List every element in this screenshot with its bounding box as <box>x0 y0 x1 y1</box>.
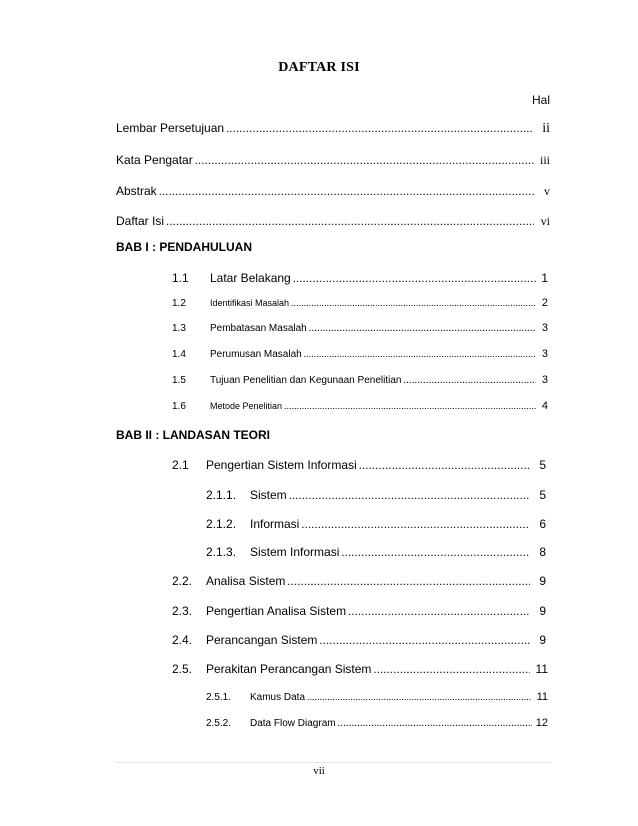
toc-label: Identifikasi Masalah <box>210 298 290 308</box>
toc-page: 5 <box>539 458 546 472</box>
toc-number: 2.1.2. <box>206 517 237 531</box>
toc-page: 3 <box>541 348 548 360</box>
toc-number: 2.5.1. <box>206 692 232 703</box>
toc-label: Pengertian Analisa Sistem <box>206 604 347 618</box>
toc-number: 1.5 <box>172 375 186 386</box>
footer-page-number: vii <box>313 765 325 777</box>
toc-page: 2 <box>541 297 548 309</box>
toc-entry-2-1-2[interactable] <box>206 517 546 535</box>
hal-label: Hal <box>531 93 550 107</box>
page-title: DAFTAR ISI <box>278 60 360 75</box>
toc-page: vi <box>540 214 550 228</box>
toc-entry-2-1[interactable] <box>172 458 546 476</box>
toc-entry-2-3[interactable] <box>172 604 546 622</box>
dot-leader <box>289 488 530 503</box>
dot-leader <box>291 298 536 308</box>
toc-label: Tujuan Penelitian dan Kegunaan Penelitian <box>210 375 402 386</box>
toc-entry-2-4[interactable] <box>172 633 546 651</box>
toc-number: 2.1 <box>172 458 189 472</box>
dot-leader <box>309 323 536 334</box>
toc-label: Sistem Informasi <box>250 545 340 559</box>
toc-label: Sistem <box>250 488 287 502</box>
toc-page: 4 <box>541 400 548 412</box>
toc-label: Informasi <box>250 517 300 531</box>
toc-label: Kamus Data <box>250 692 306 703</box>
toc-number: 1.6 <box>172 401 186 412</box>
dot-leader <box>373 662 530 677</box>
toc-entry-kata-pengatar[interactable] <box>116 153 550 171</box>
toc-entry-2-5[interactable] <box>172 662 548 680</box>
toc-entry-2-5-2[interactable] <box>206 717 548 735</box>
toc-entry-lembar-persetujuan[interactable] <box>116 121 550 139</box>
dot-leader <box>341 545 530 560</box>
toc-number: 1.2 <box>172 298 186 309</box>
toc-number: 1.1 <box>172 271 189 285</box>
toc-page: 1 <box>541 271 548 285</box>
toc-page: 5 <box>539 488 546 502</box>
dot-leader <box>166 214 534 229</box>
toc-label: Metode Penelitian <box>210 401 283 411</box>
toc-entry-daftar-isi[interactable] <box>116 214 550 232</box>
toc-entry-1-1[interactable] <box>172 271 548 289</box>
dot-leader <box>293 271 536 286</box>
dot-leader <box>284 401 536 411</box>
dot-leader <box>301 517 530 532</box>
toc-number: 1.3 <box>172 323 186 334</box>
toc-label: Lembar Persetujuan <box>116 121 225 135</box>
dot-leader <box>195 153 534 168</box>
dot-leader <box>304 349 536 359</box>
toc-page: 6 <box>539 517 546 531</box>
toc-page: iii <box>539 153 550 167</box>
toc-page: v <box>544 184 550 198</box>
toc-entry-1-3[interactable] <box>172 322 548 340</box>
toc-label: Analisa Sistem <box>206 574 286 588</box>
toc-page: 8 <box>539 545 546 559</box>
toc-number: 2.1.3. <box>206 545 237 559</box>
dot-leader <box>348 604 530 619</box>
toc-page: 11 <box>535 662 548 676</box>
dot-leader <box>319 633 530 648</box>
toc-label: Perumusan Masalah <box>210 349 302 360</box>
toc-page: 9 <box>539 633 546 647</box>
toc-entry-2-5-1[interactable] <box>206 691 548 709</box>
toc-page: ii <box>542 121 550 136</box>
dot-leader <box>307 692 532 702</box>
bab1-heading: BAB I : PENDAHULUAN <box>116 240 252 254</box>
toc-label: Perancangan Sistem <box>206 633 318 647</box>
toc-entry-1-4[interactable] <box>172 348 548 366</box>
toc-number: 2.2. <box>172 574 193 588</box>
toc-entry-1-2[interactable] <box>172 297 548 315</box>
toc-label: Pembatasan Masalah <box>210 323 307 334</box>
dot-leader <box>359 458 530 473</box>
bab2-heading: BAB II : LANDASAN TEORI <box>116 428 270 442</box>
toc-page: 9 <box>539 604 546 618</box>
dot-leader <box>338 718 532 729</box>
toc-label: Pengertian Sistem Informasi <box>206 458 357 472</box>
dot-leader <box>403 375 536 386</box>
dot-leader <box>159 184 534 199</box>
toc-page: 11 <box>536 691 548 703</box>
toc-label: Daftar Isi <box>116 214 165 228</box>
toc-page: 3 <box>541 322 548 334</box>
toc-number: 2.3. <box>172 604 193 618</box>
toc-label: Abstrak <box>116 184 157 198</box>
toc-number: 2.1.1. <box>206 488 237 502</box>
toc-number: 2.5. <box>172 662 193 676</box>
toc-entry-2-1-3[interactable] <box>206 545 546 563</box>
toc-page: 3 <box>541 374 548 386</box>
toc-number: 1.4 <box>172 349 186 360</box>
toc-number: 2.4. <box>172 633 193 647</box>
dot-leader <box>287 574 530 589</box>
footer-divider <box>116 762 550 763</box>
dot-leader <box>226 121 534 136</box>
toc-label: Perakitan Perancangan Sistem <box>206 662 372 676</box>
toc-entry-1-5[interactable] <box>172 374 548 392</box>
toc-number: 2.5.2. <box>206 718 232 729</box>
toc-label: Latar Belakang <box>210 271 291 285</box>
toc-label: Kata Pengatar <box>116 153 193 167</box>
toc-entry-1-6[interactable] <box>172 400 548 418</box>
toc-entry-2-1-1[interactable] <box>206 488 546 506</box>
toc-label: Data Flow Diagram <box>250 718 336 729</box>
toc-page: 12 <box>535 717 548 729</box>
toc-entry-abstrak[interactable] <box>116 184 550 202</box>
toc-entry-2-2[interactable] <box>172 574 546 592</box>
toc-page: 9 <box>539 574 546 588</box>
